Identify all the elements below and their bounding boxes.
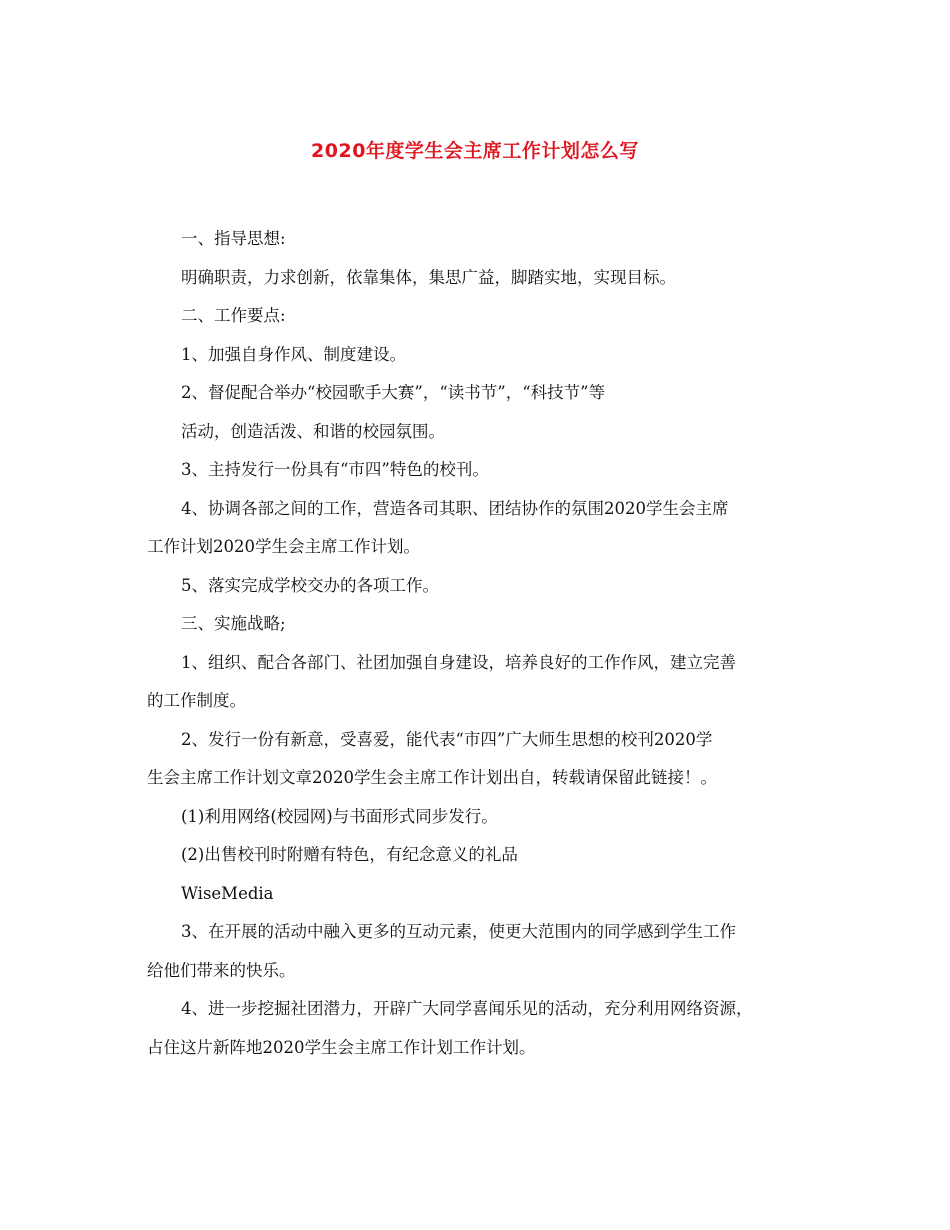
text-line: 3、在开展的活动中融入更多的互动元素，使更大范围内的同学感到学生工作 (181, 922, 736, 941)
text-line: 三、实施战略; (181, 614, 286, 633)
text-line: 2、发行一份有新意，受喜爱，能代表“市四”广大师生思想的校刊2020学 (181, 729, 713, 749)
text-line: 活动，创造活泼、和谐的校园氛围。 (181, 421, 445, 441)
text-line: 占住这片新阵地2020学生会主席工作计划工作计划。 (147, 1037, 536, 1057)
text-line: 二、工作要点: (181, 306, 286, 325)
text-line: 工作计划2020学生会主席工作计划。 (147, 537, 420, 556)
text-line: 明确职责，力求创新，依靠集体，集思广益，脚踏实地，实现目标。 (181, 267, 676, 287)
text-line: 4、协调各部之间的工作，营造各司其职、团结协作的氛围2020学生会主席 (181, 498, 729, 518)
document-title: 2020年度学生会主席工作计划怎么写 (311, 140, 639, 162)
document-body (147, 220, 827, 1067)
text-line: 给他们带来的快乐。 (147, 960, 296, 980)
text-line: 1、组织、配合各部门、社团加强自身建设，培养良好的工作作风，建立完善 (181, 652, 736, 672)
text-line: 一、指导思想: (181, 229, 286, 248)
text-line: (2)出售校刊时附赠有特色，有纪念意义的礼品 (181, 845, 518, 864)
text-line: 的工作制度。 (147, 691, 246, 710)
text-line: 1、加强自身作风、制度建设。 (181, 344, 406, 364)
text-line: 4、进一步挖掘社团潜力，开辟广大同学喜闻乐见的活动，充分利用网络资源， (181, 999, 753, 1018)
text-line: 3、主持发行一份具有“市四”特色的校刊。 (181, 460, 489, 479)
text-line: (1)利用网络(校园网)与书面形式同步发行。 (181, 806, 498, 826)
text-line: 5、落实完成学校交办的各项工作。 (181, 575, 439, 595)
text-line: WiseMedia (181, 883, 274, 903)
text-line: 生会主席工作计划文章2020学生会主席工作计划出自，转载请保留此链接！。 (147, 768, 717, 787)
text-line: 2、督促配合举办“校园歌手大赛”，“读书节”，“科技节”等 (181, 383, 606, 402)
